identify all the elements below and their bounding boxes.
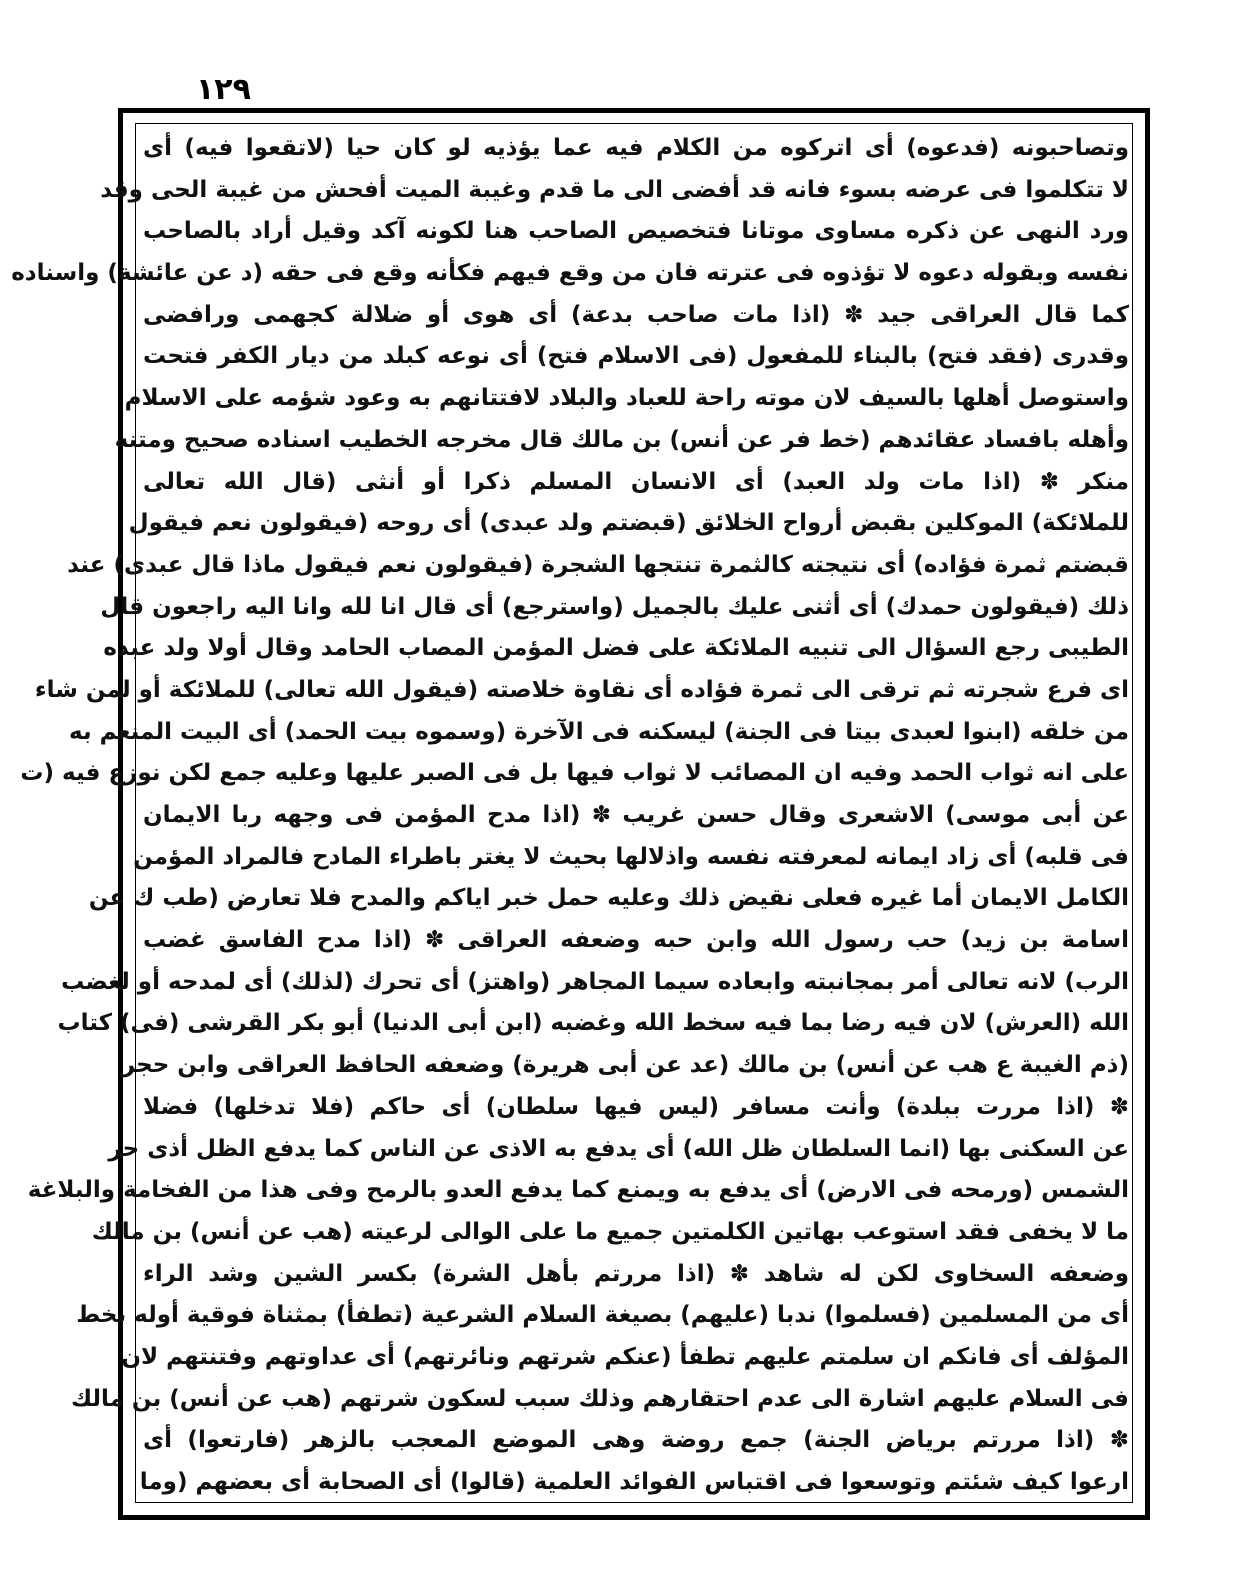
text-line: وقدرى (فقد فتح) بالبناء للمفعول (فى الاسلام فتح) أى نوعه كبلد من ديار الكفر فتحت <box>143 343 1129 370</box>
text-line: فى السلام عليهم اشارة الى عدم احتقارهم وذلك سبب لسكون شرتهم (هب عن أنس) بن مالك <box>70 1385 1129 1412</box>
text-line: الرب) لانه تعالى أمر بمجانبته وابعاده سيما المجاهر (واهتز) أى تحرك (لذلك) أى لمدحه أو لغضب <box>61 968 1129 995</box>
main-text <box>11 129 1129 1501</box>
text-line: كما قال العراقى جيد ✽ (اذا مات صاحب بدعة) أى هوى أو ضلالة كجهمى ورافضى <box>143 301 1129 328</box>
text-line: ارعوا كيف شئتم وتوسعوا فى اقتباس الفوائد العلمية (قالوا) أى الصحابة أى بعضهم (وما <box>139 1469 1129 1495</box>
text-line: (ذم الغيبة ع هب عن أنس) بن مالك (عد عن أبى هريرة) وضعفه الحافظ العراقى وابن حجر <box>121 1052 1129 1079</box>
text-line: واستوصل أهلها بالسيف لان موته راحة للعباد والبلاد لافتتانهم به وعود شؤمه على الاسلام <box>124 385 1129 412</box>
text-line: المؤلف أى فانكم ان سلمتم عليهم تطفأ (عنكم شرتهم ونائرتهم) أى عداوتهم وفتنتهم لان <box>121 1343 1129 1370</box>
page-border <box>11 108 1150 1520</box>
text-line: أى من المسلمين (فسلموا) ندبا (عليهم) بصيغة السلام الشرعية (تطفأ) بمثناة فوقية أوله بخط <box>76 1302 1129 1329</box>
text-line: قبضتم ثمرة فؤاده) أى نتيجته كالثمرة تنتجها الشجرة (فيقولون نعم فيقول ماذا قال عبدى) عند <box>67 551 1129 578</box>
text-line: الشمس (ورمحه فى الارض) أى يدفع به ويمنع كما يدفع العدو بالرمح وفى هذا من الفخامة والبلاغة <box>27 1177 1129 1204</box>
text-line: ما لا يخفى فقد استوعب بهاتين الكلمتين جميع ما على الوالى لرعيته (هب عن أنس) بن مالك <box>91 1218 1129 1245</box>
text-line: الله (العرش) لان فيه رضا بما فيه سخط الله وغضبه (ابن أبى الدنيا) أبو بكر القرشى (فى) كتاب <box>57 1010 1129 1037</box>
text-line: للملائكة) الموكلين بقبض أرواح الخلائق (قبضتم ولد عبدى) أى روحه (فيقولون نعم فيقول <box>128 510 1129 537</box>
text-line: نفسه وبقوله دعوه لا تؤذوه فى عترته فان من وقع فيهم فكأنه وقع فى حقه (د عن عائشة) واسناده <box>11 260 1129 287</box>
text-line: ورد النهى عن ذكره مساوى موتانا فتخصيص الصاحب هنا لكونه آكد وقيل أراد بالصاحب <box>143 218 1129 245</box>
text-line: اى فرع شجرته ثم ترقى الى ثمرة فؤاده أى نقاوة خلاصته (فيقول الله تعالى) للملائكة أو لمن شاء <box>34 676 1129 703</box>
text-line: منكر ✽ (اذا مات ولد العبد) أى الانسان المسلم ذكرا أو أنثى (قال الله تعالى <box>143 468 1129 495</box>
text-line: اسامة بن زيد) حب رسول الله وابن حبه وضعفه العراقى ✽ (اذا مدح الفاسق غضب <box>143 927 1129 954</box>
text-line: على انه ثواب الحمد وفيه ان المصائب لا ثواب فيها بل فى الصبر عليها وعليه جمع لكن نوزع فيه (ت <box>20 760 1129 787</box>
text-line: لا تتكلموا فى عرضه بسوء فانه قد أفضى الى ما قدم وغيبة الميت أفحش من غيبة الحى وقد <box>100 176 1129 203</box>
text-line: فى قلبه) أى زاد ايمانه لمعرفته نفسه واذلالها بحيث لا يغتر باطراء المادح فالمراد المؤمن <box>133 843 1129 870</box>
page-number: ١٢٩ <box>196 72 251 107</box>
text-line: وضعفه السخاوى لكن له شاهد ✽ (اذا مررتم بأهل الشرة) بكسر الشين وشد الراء <box>143 1260 1129 1287</box>
text-line: عن أبى موسى) الاشعرى وقال حسن غريب ✽ (اذا مدح المؤمن فى وجهه ربا الايمان <box>143 802 1129 828</box>
text-line: من خلقه (ابنوا لعبدى بيتا فى الجنة) ليسكنه فى الآخرة (وسموه بيت الحمد) أى البيت المنعم به <box>69 718 1129 745</box>
text-line: وأهله بافساد عقائدهم (خط فر عن أنس) بن مالك قال مخرجه الخطيب اسناده صحيح ومتنه <box>114 426 1129 453</box>
text-line: وتصاحبونه (فدعوه) أى اتركوه من الكلام فيه عما يؤذيه لو كان حيا (لاتقعوا فيه) أى <box>143 135 1129 161</box>
text-line: عن السكنى بها (انما السلطان ظل الله) أى يدفع به الاذى عن الناس كما يدفع الظل أذى حر <box>108 1135 1129 1162</box>
text-line: ✽ (اذا مررتم برياض الجنة) جمع روضة وهى الموضع المعجب بالزهر (فارتعوا) أى <box>143 1427 1129 1454</box>
text-line: ✽ (اذا مررت ببلدة) وأنت مسافر (ليس فيها سلطان) أى حاكم (فلا تدخلها) فضلا <box>143 1093 1129 1120</box>
text-line: ذلك (فيقولون حمدك) أى أثنى عليك بالجميل (واسترجع) أى قال انا لله وانا اليه راجعون قال <box>100 593 1129 620</box>
text-line: الكامل الايمان أما غيره فعلى نقيض ذلك وعليه حمل خبر اياكم والمدح فلا تعارض (طب ك عن <box>88 885 1129 912</box>
text-line: الطيبى رجع السؤال الى تنبيه الملائكة على فضل المؤمن المصاب الحامد وقال أولا ولد عبده <box>103 635 1129 662</box>
